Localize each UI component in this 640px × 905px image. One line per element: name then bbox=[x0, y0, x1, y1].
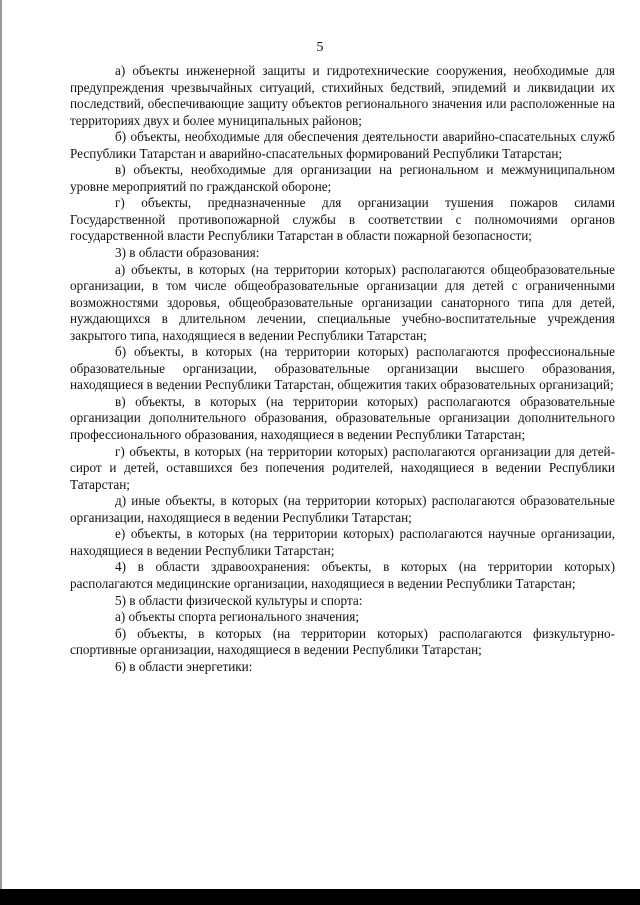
paragraph-5a-sport-objects: а) объекты спорта регионального значения; bbox=[115, 609, 360, 625]
paragraph-1b-rescue-services: б) объекты, необходимые для обеспечения деятельности аварийно-спасательных служб Республики Татарстан и аварийно-спасательных формирований Республики Татарстан; bbox=[70, 129, 615, 161]
paragraph-1a-engineering-protection: а) объекты инженерной защиты и гидротехнические сооружения, необходимые для предупреждения чрезвычайных ситуаций, стихийных бедствий, эпидемий и ликвидации их последствий, обеспечивающие защиту объектов регионального значения или расположенные на территориях двух и более муниципальных районов; bbox=[70, 63, 615, 128]
paragraph-3b-professional-education: б) объекты, в которых (на территории которых) располагаются профессиональные образовательные организации, образовательные организации высшего образования, находящиеся в ведении Республики Татарстан, общежития таких образовательных организаций; bbox=[70, 344, 615, 393]
paragraph-5b-sport-organizations: б) объекты, в которых (на территории которых) располагаются физкультурно-спортивные организации, находящиеся в ведении Республики Татарстан; bbox=[70, 625, 615, 658]
section-heading-education: 3) в области образования: bbox=[115, 245, 260, 261]
paragraph-1g-fire-fighting: г) объекты, предназначенные для организации тушения пожаров силами Государственной противопожарной службы в соответствии с полномочиями органов государственной власти Республики Татарстан в области пожарной безопасности; bbox=[70, 195, 615, 244]
paragraph-1v-civil-defense: в) объекты, необходимые для организации на региональном и межмуниципальном уровне мероприятий по гражданской обороне; bbox=[70, 162, 615, 194]
page-number: 5 bbox=[316, 40, 324, 55]
scan-bottom-border bbox=[0, 889, 640, 905]
paragraph-3g-orphan-organizations: г) объекты, в которых (на территории которых) располагаются организации для детей-сирот и детей, оставшихся без попечения родителей, находящиеся в ведении Республики Татарстан; bbox=[70, 443, 615, 492]
paragraph-3d-other-educational: д) иные объекты, в которых (на территории которых) располагаются образовательные организации, находящиеся в ведении Республики Татарстан; bbox=[70, 493, 615, 525]
document-body bbox=[70, 63, 615, 675]
scan-left-edge bbox=[0, 0, 2, 889]
paragraph-3v-additional-education: в) объекты, в которых (на территории которых) располагаются образовательные организации дополнительного образования, образовательные организации дополнительного профессионального образования, находящиеся в ведении Республики Татарстан; bbox=[70, 393, 615, 443]
section-heading-energy: 6) в области энергетики: bbox=[115, 658, 253, 674]
paragraph-3a-general-education: а) объекты, в которых (на территории которых) располагаются общеобразовательные организации, в том числе общеобразовательные организации для детей с ограниченными возможностями здоровья, общеобразовательные организации санаторного типа для детей, нуждающихся в длительном лечении, специальные учебно-воспитательные учреждения закрытого типа, находящиеся в ведении Республики Татарстан; bbox=[70, 261, 615, 343]
section-heading-sport: 5) в области физической культуры и спорта: bbox=[115, 592, 363, 608]
section-healthcare: 4) в области здравоохранения: объекты, в которых (на территории которых) располагаются медицинские организации, находящиеся в ведении Республики Татарстан; bbox=[70, 559, 615, 591]
paragraph-3e-scientific: е) объекты, в которых (на территории которых) располагаются научные организации, находящиеся в ведении Республики Татарстан; bbox=[70, 526, 615, 558]
